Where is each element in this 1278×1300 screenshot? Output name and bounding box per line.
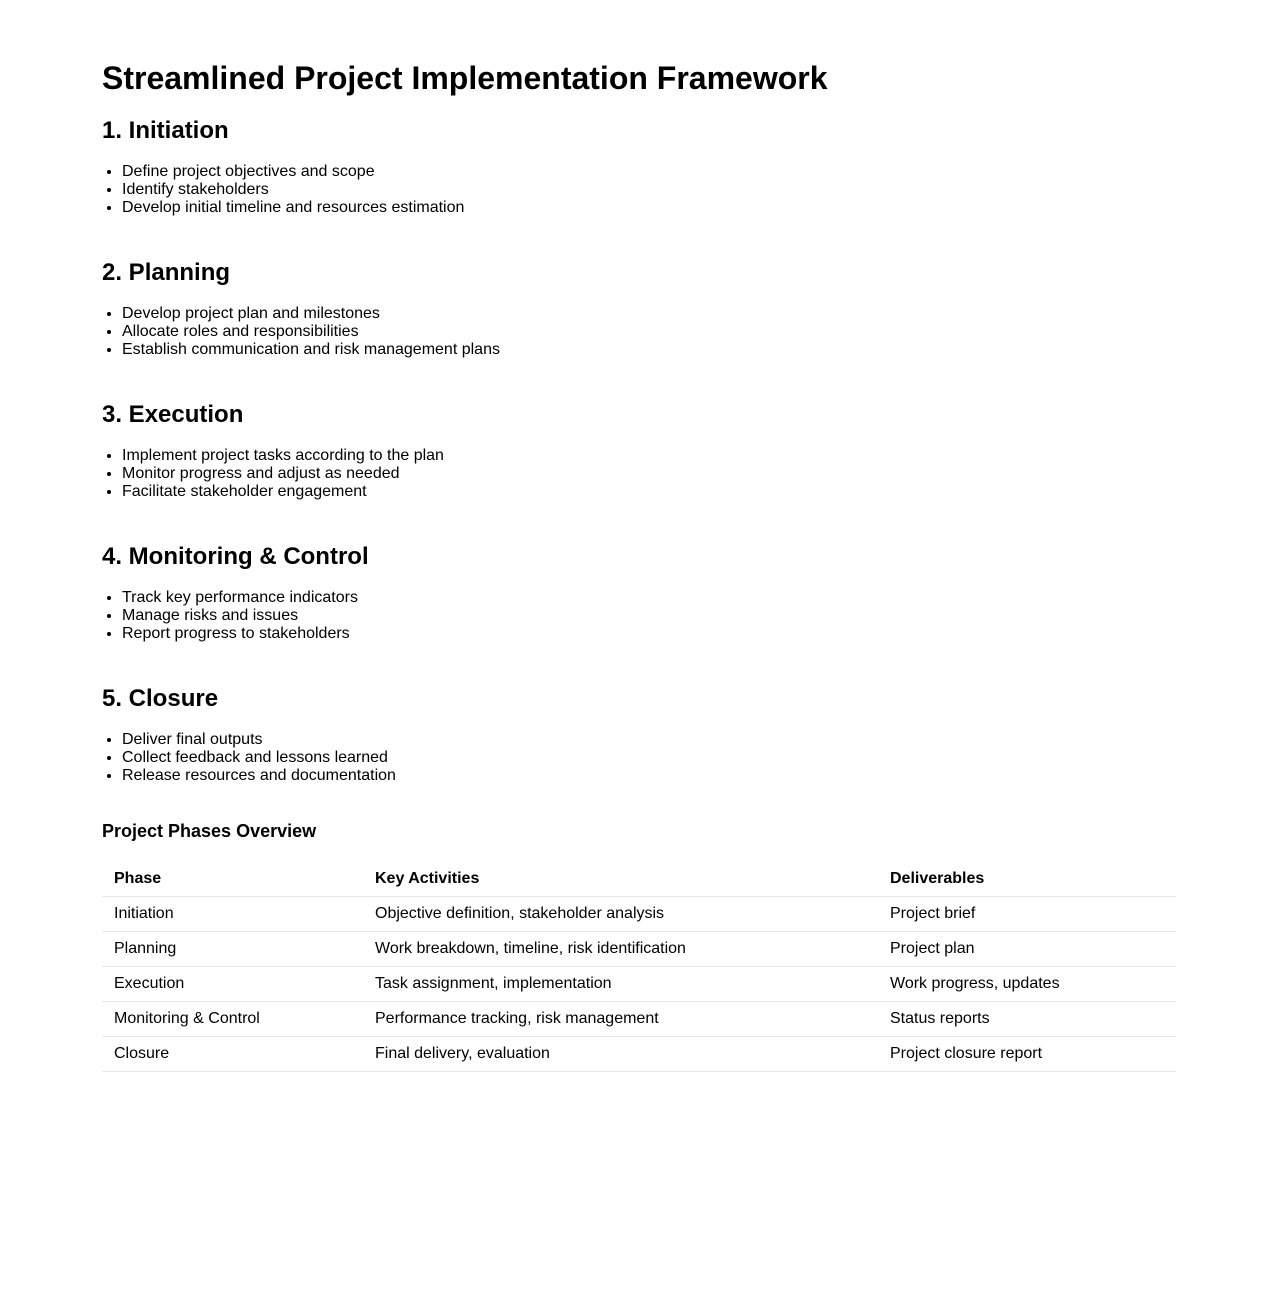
table-cell: Performance tracking, risk management: [363, 1002, 878, 1037]
table-cell: Objective definition, stakeholder analysis: [363, 897, 878, 932]
table-row: [102, 1002, 1176, 1037]
section-execution: [102, 401, 1176, 501]
table-cell: Initiation: [102, 897, 363, 932]
page-title: Streamlined Project Implementation Framework: [102, 60, 828, 96]
table-cell: Work progress, updates: [878, 967, 1176, 1002]
table-cell: Monitoring & Control: [102, 1002, 363, 1037]
table-cell: Project closure report: [878, 1037, 1176, 1072]
table-cell: Final delivery, evaluation: [363, 1037, 878, 1072]
list-item: • Develop initial timeline and resources estimation: [122, 199, 1176, 217]
list-item: • Collect feedback and lessons learned: [122, 749, 1176, 767]
list-item: • Implement project tasks according to the plan: [122, 447, 1176, 465]
table-cell: Closure: [102, 1037, 363, 1072]
table-row: [102, 967, 1176, 1002]
table-cell: Work breakdown, timeline, risk identification: [363, 932, 878, 967]
table-cell: Status reports: [878, 1002, 1176, 1037]
list-item: • Establish communication and risk management plans: [122, 341, 1176, 359]
table-cell: Project plan: [878, 932, 1176, 967]
section-monitoring-control: [102, 543, 1176, 643]
list-item: • Report progress to stakeholders: [122, 625, 1176, 643]
table-cell: Project brief: [878, 897, 1176, 932]
section-heading: 5. Closure: [102, 685, 219, 712]
section-closure: [102, 685, 1176, 785]
list-item: • Define project objectives and scope: [122, 163, 1176, 181]
bullet-list: [102, 305, 1176, 359]
section-heading: 1. Initiation: [102, 117, 229, 144]
list-item: • Release resources and documentation: [122, 767, 1176, 785]
column-header-deliverables: Deliverables: [878, 862, 1176, 897]
column-header-phase: Phase: [102, 862, 363, 897]
section-heading: 2. Planning: [102, 259, 231, 286]
bullet-list: [102, 731, 1176, 785]
section-heading: 3. Execution: [102, 401, 244, 428]
table-cell: Execution: [102, 967, 363, 1002]
list-item: • Monitor progress and adjust as needed: [122, 465, 1176, 483]
list-item: • Manage risks and issues: [122, 607, 1176, 625]
bullet-list: [102, 447, 1176, 501]
section-heading: 4. Monitoring & Control: [102, 543, 369, 570]
list-item: • Develop project plan and milestones: [122, 305, 1176, 323]
section-planning: [102, 259, 1176, 359]
table-row: [102, 932, 1176, 967]
table-row: [102, 1037, 1176, 1072]
list-item: • Facilitate stakeholder engagement: [122, 483, 1176, 501]
bullet-list: [102, 163, 1176, 217]
overview-heading: Project Phases Overview: [102, 821, 317, 841]
bullet-list: [102, 589, 1176, 643]
list-item: • Track key performance indicators: [122, 589, 1176, 607]
table-cell: Planning: [102, 932, 363, 967]
list-item: • Allocate roles and responsibilities: [122, 323, 1176, 341]
column-header-key-activities: Key Activities: [363, 862, 878, 897]
table-cell: Task assignment, implementation: [363, 967, 878, 1002]
list-item: • Deliver final outputs: [122, 731, 1176, 749]
phases-table: [102, 862, 1176, 1072]
table-header-row: [102, 862, 1176, 897]
table-row: [102, 897, 1176, 932]
list-item: • Identify stakeholders: [122, 181, 1176, 199]
section-initiation: [102, 117, 1176, 217]
